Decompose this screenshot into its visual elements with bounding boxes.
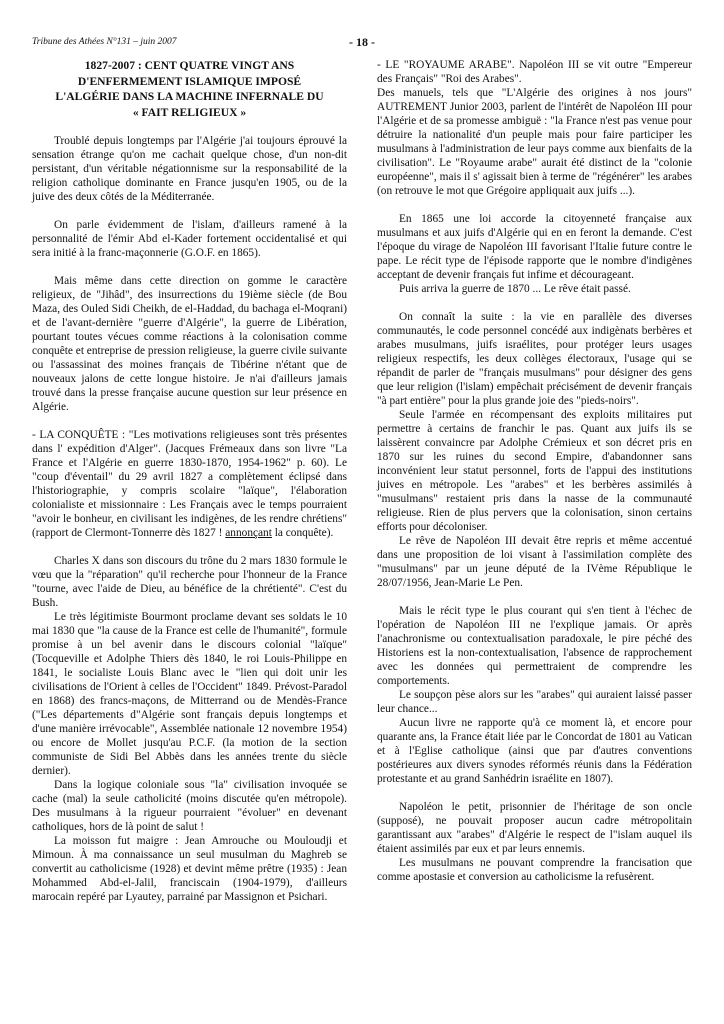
article-title <box>32 58 347 120</box>
title-line: D'ENFERMEMENT ISLAMIQUE IMPOSÉ <box>77 74 302 88</box>
paragraph: Troublé depuis longtemps par l'Algérie j'ai toujours éprouvé la sensation étrange qu'on me cachait quelque chose, d'un non-dit persistant, d'un véritable négationnisme sur la responsabilité de la religion catholique dominante en France jusqu'en 1905, ou de la juive des deux côtés de la Méditerranée. <box>32 135 347 203</box>
paragraph: Seule l'armée en récompensant des exploits militaires put permettre à certains de franchir le pas. Quant aux juifs ils se laissèrent convaincre par Adolphe Crémieux et son décret pris en 1870 sur les ruines du second Empire, d'abandonner sans inconvénient leur statut personnel, forts de l'appui des institutions juives en métropole. Les "arabes" et les berbères assimilés à "musulmans" restaient pris dans la nasse de la communauté religieuse. Rien de plus pervers que la colonisation, sinon certains efforts pour décoloniser. <box>377 409 692 533</box>
paragraph: Dans la logique coloniale sous "la" civilisation invoquée se cache (mal) la seule catholicité (moins discutée qu'en métropole). Des musulmans à la rigueur pourraient "évoluer" en devenant catholiques, hors de là point de salut ! <box>32 779 347 833</box>
paragraph: Napoléon le petit, prisonnier de l'héritage de son oncle (supposé), ne pouvait proposer aucun cadre métropolitain garantissant aux "arabes" d'Algérie le respect de l"islam auquel ils étaient assimilés par eux et par leurs ennemis. <box>377 801 692 855</box>
paragraph: Aucun livre ne rapporte qu'à ce moment là, et encore pour quarante ans, la France était liée par le Concordat de 1801 au Vatican et à l'Eglise catholique (ainsi que par d'autres conventions postérieures aux divers synodes réformés réunis dans la Fédération protestante et au grand Sanhédrin israélite en 1807). <box>377 717 692 785</box>
paragraph-conquete <box>32 428 347 540</box>
page-header <box>32 36 692 52</box>
underlined-word: annonçant <box>225 527 272 539</box>
paragraph: Le rêve de Napoléon III devait être repris et même accentué dans une proposition de loi visant à l'assimilation complète des "musulmans" par un jeune député de la IVème République le 28/07/1956, Jean-Marie Le Pen. <box>377 535 692 589</box>
paragraph: La moisson fut maigre : Jean Amrouche ou Mouloudji et Mimoun. À ma connaissance un seul musulman du Maghreb se convertit au catholicisme (1928) et devint même prêtre (1935) : Jean Mohammed Abd-el-Jalil, franciscain (1904-1979), d'ailleurs marocain repéré par Lyautey, parrainé par Massignon et Psichari. <box>32 835 347 903</box>
paragraph-royaume-arabe: - LE "ROYAUME ARABE". Napoléon III se vit outre "Empereur des Français" "Roi des Arabes". <box>377 59 692 85</box>
paragraph: Charles X dans son discours du trône du 2 mars 1830 formule le vœu que la "réparation" qu'il recherche pour l'honneur de la France "tourne, avec l'aide de Dieu, au bénéfice de la chrétienté". C'est du Bush. <box>32 555 347 609</box>
left-column <box>32 58 347 904</box>
paragraph: En 1865 une loi accorde la citoyenneté française aux musulmans et aux juifs d'Algérie qui en en feront la demande. C'est l'époque du virage de Napoléon III favorisant l'Italie future contre le pape. Le récit type de l'épisode rapporte que le nombre d'indigènes acceptant de devenir français fut infime et décourageant. <box>377 213 692 281</box>
publication-title: Tribune des Athées N°131 – juin 2007 <box>32 37 177 47</box>
paragraph: On parle évidemment de l'islam, d'ailleurs ramené à la personnalité de l'émir Abd el-Kader fortement occidentalisé et qui sera initié à la franc-maçonnerie (G.O.F. en 1865). <box>32 219 347 259</box>
page-number: - 18 - <box>349 35 375 49</box>
paragraph-text: la conquête). <box>274 527 334 539</box>
paragraph: Mais le récit type le plus courant qui s'en tient à l'échec de l'opération de Napoléon III ne l'explique jamais. Or après l'anachronisme ou contextualisation paradoxale, le pire péché des Historiens est la non-contextualisation, l'absence de rapprochement avec les données qui permettraient de comprendre les comportements. <box>377 605 692 687</box>
paragraph: Puis arriva la guerre de 1870 ... Le rêve était passé. <box>399 283 631 295</box>
title-line: L'ALGÉRIE DANS LA MACHINE INFERNALE DU <box>55 90 324 103</box>
paragraph: Les musulmans ne pouvant comprendre la francisation que comme apostasie et conversion au catholicisme la refusèrent. <box>377 857 692 883</box>
paragraph: Des manuels, tels que "L'Algérie des origines à nos jours" AUTREMENT Junior 2003, parlent de l'intérêt de Napoléon III pour l'Algérie et de sa promesse ambiguë : "la France n'est pas venue pour détruire la nationalité d'un peuple mais pour faire participer les musulmans à l'administration de leur pays comme aux bienfaits de la civilisation". Le "Royaume arabe" aurait été distinct de la "colonie européenne", mais il s' agissait bien à terme de "régénérer" les arabes (on retrouve le mot que Grégoire appliquait aux juifs ...). <box>377 87 692 197</box>
title-line: « FAIT RELIGIEUX » <box>132 105 247 119</box>
right-column <box>377 58 692 884</box>
title-line: 1827-2007 : CENT QUATRE VINGT ANS <box>84 59 295 72</box>
paragraph: Mais même dans cette direction on gomme le caractère religieux, de "Jihâd", des insurrections du 19ième siècle (de Bou Maza, des Ouled Sidi Cheikh, de el-Haddad, du bachaga el-Moqrani) et de l'avant-dernière "guerre d'Algérie", la guerre de Libération, pourtant toutes vécues comme réactions à la colonisation comme conquête et entreprise de pression religieuse, la guerre civile suivante ou l'assassinat des moines français de Tibérine n'étant que de nouveaux jalons de cette longue histoire. Je n'ai d'ailleurs jamais trouvé dans la presse française aucune question sur leur présence en Algérie. <box>32 275 347 413</box>
paragraph: On connaît la suite : la vie en parallèle des diverses communautés, le code personnel concédé aux indigènats berbères et arabes musulmans, juifs israélites, pour protéger leurs usages religieux respectifs, les deux collèges électoraux, l'usage qui se répandit de parler de "français musulmans" pour désigner des gens que leur religion (l'islam) empêchait précisément de devenir français "à part entière" pour la plus grande joie des "pieds-noirs". <box>377 311 692 407</box>
paragraph-text: - LA CONQUÊTE : "Les motivations religieuses sont très présentes dans l' expédition d'Alger". (Jacques Frémeaux dans son livre "La France et l'Algérie en guerre 1830-1870, 1954-1962" p. 60). Le "coup d'éventail" du 29 avril 1827 a complètement éclipsé dans l'historiographie, y compris scolaire "laïque", l'élaboration colonialiste et missionnaire : Les Français avec le temps pourraient "avoir le bonheur, en civilisant les indigènes, de les rendre chrétiens" (rapport de Clermont-Tonnerre dès 1827 ! <box>32 429 347 539</box>
paragraph: Le très légitimiste Bourmont proclame devant ses soldats le 10 mai 1830 que "la cause de la France est celle de l'humanité", formule promise à un bel avenir dans le discours colonial "laïque" (Tocqueville et Adolphe Thiers dès 1840, le roi Louis-Philippe en 1841, le socialiste Louis Blanc avec le "lien qui doit unir les civilisations de l'Orient à celles de l'Occident" 1849. Prévost-Paradol en 1868) des francs-maçons, de Mitterrand ou de Mendès-France ("Les départements d"Algérie sont français depuis longtemps et d'une manière irrévocable", Assemblée nationale 12 novembre 1954) ou encore de Mollet jusqu'au P.C.F. (la motion de la section communiste de Sidi Bel Abbès dans les années trente du siècle dernier). <box>32 611 347 777</box>
paragraph: Le soupçon pèse alors sur les "arabes" qui auraient laissé passer leur chance... <box>377 689 692 715</box>
